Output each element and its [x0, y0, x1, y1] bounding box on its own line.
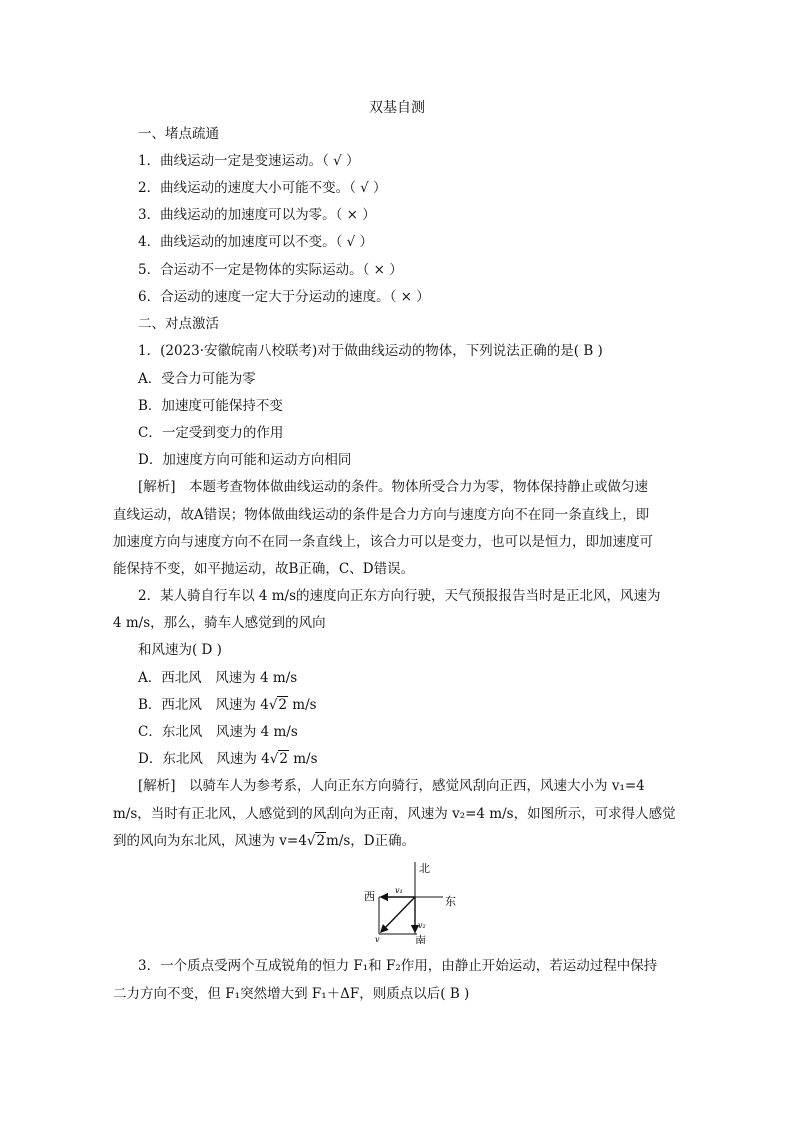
v1-label: v₁ — [395, 886, 403, 895]
question-2-option-b: B．西北风 风速为 4√2 m/s — [138, 697, 317, 713]
judgement-item-5: 5．合运动不一定是物体的实际运动。（ × ） — [138, 262, 403, 278]
question-2-stem-line: 和风速为( D ) — [138, 642, 222, 658]
judgement-item-2: 2．曲线运动的速度大小可能不变。（ √ ） — [138, 180, 387, 196]
question-1-analysis-line: [解析] 本题考查物体做曲线运动的条件。物体所受合力为零，物体保持静止或做匀速 — [138, 479, 649, 495]
sqrt-symbol: √2 — [306, 833, 326, 849]
page-title: 双基自测 — [369, 100, 425, 116]
vector-diagram-svg — [355, 860, 465, 944]
v2-label: v₂ — [418, 921, 426, 930]
question-1-option-c: C．一定受到变力的作用 — [138, 425, 284, 441]
question-2-stem-line: 4 m/s，那么，骑车人感觉到的风向 — [113, 615, 326, 631]
question-1-analysis-line: 加速度方向与速度方向不在同一条直线上，该合力可以是变力，也可以是恒力，即加速度可 — [113, 534, 653, 550]
north-label: 北 — [419, 862, 430, 875]
question-3-stem-line: 3．一个质点受两个互成锐角的恒力 F₁和 F₂作用，由静止开始运动，若运动过程中保持 — [138, 958, 658, 974]
question-2-option-a: A．西北风 风速为 4 m/s — [138, 670, 298, 686]
judgement-item-3: 3．曲线运动的加速度可以为零。（ × ） — [138, 207, 376, 223]
question-2-analysis-line: 到的风向为东北风，风速为 v=4√2m/s，D正确。 — [113, 833, 416, 849]
question-2-stem-line: 2．某人骑自行车以 4 m/s的速度向正东方向行驶，天气预报报告当时是正北风，风速为 — [138, 588, 661, 604]
v-resultant-vector — [381, 897, 415, 932]
south-label: 南 — [415, 934, 426, 944]
v-label: v — [375, 935, 380, 944]
question-1-analysis-line: 直线运动，故A错误；物体做曲线运动的条件是合力方向与速度方向不在同一条直线上，即 — [113, 507, 650, 523]
question-1-stem: 1．(2023·安徽皖南八校联考)对于做曲线运动的物体，下列说法正确的是( B ) — [138, 343, 603, 359]
question-3-stem-line: 二力方向不变，但 F₁突然增大到 F₁＋ΔF，则质点以后( B ) — [113, 986, 470, 1002]
west-label: 西 — [364, 890, 375, 903]
question-2-option-c: C．东北风 风速为 4 m/s — [138, 724, 298, 740]
section-heading-1: 一、堵点疏通 — [138, 126, 219, 142]
sqrt-symbol: √2 — [268, 697, 288, 713]
velocity-vector-diagram — [355, 860, 465, 948]
question-1-option-a: A．受合力可能为零 — [138, 371, 256, 387]
question-1-option-d: D．加速度方向可能和运动方向相同 — [138, 452, 352, 468]
judgement-item-1: 1．曲线运动一定是变速运动。（ √ ） — [138, 153, 360, 169]
question-1-analysis-line: 能保持不变，如平抛运动，故B正确，C、D错误。 — [113, 561, 415, 577]
question-2-analysis-line: m/s，当时有正北风，人感觉到的风刮向为正南，风速为 v₂=4 m/s，如图所示，可求得人感觉 — [113, 806, 676, 822]
section-heading-2: 二、对点激活 — [138, 316, 219, 332]
judgement-item-6: 6．合运动的速度一定大于分运动的速度。（ × ） — [138, 289, 430, 305]
judgement-item-4: 4．曲线运动的加速度可以不变。（ √ ） — [138, 234, 374, 250]
east-label: 东 — [445, 895, 456, 908]
question-2-analysis-line: [解析] 以骑车人为参考系，人向正东方向骑行，感觉风刮向正西，风速大小为 v₁=4 — [138, 778, 645, 794]
question-1-option-b: B．加速度可能保持不变 — [138, 398, 283, 414]
question-2-option-d: D．东北风 风速为 4√2 m/s — [138, 751, 318, 767]
sqrt-symbol: √2 — [269, 751, 288, 767]
